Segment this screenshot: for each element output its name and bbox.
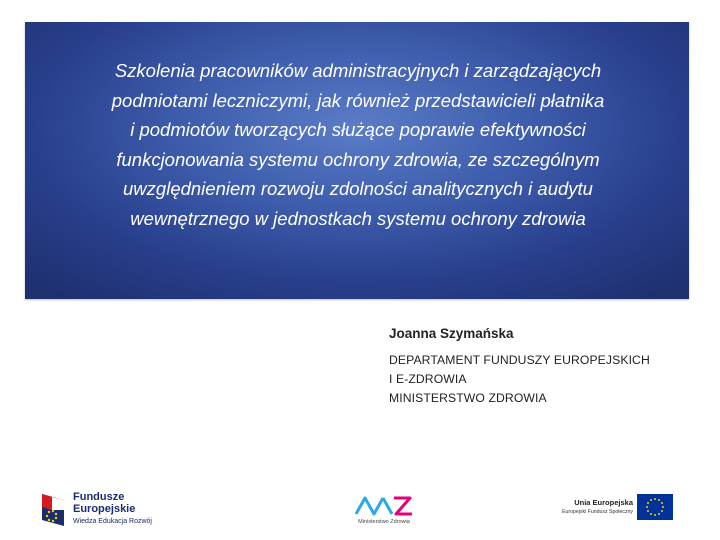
fe-subtitle: Wiedza Edukacja Rozwój — [73, 518, 152, 525]
mz-caption: Ministerstwo Zdrowia — [358, 519, 410, 525]
title-line: podmiotami leczniczymi, jak również przedstawicieli płatnika — [111, 89, 605, 111]
title-line: i podmiotów tworzących służące poprawie efektywności — [130, 119, 586, 140]
title-line: Szkolenia pracowników administracyjnych i zarządzających — [114, 60, 602, 81]
title-line: uwzględnieniem rozwoju zdolności analitycznych i audytu — [123, 178, 593, 199]
ministerstwo-zdrowia-logo — [352, 492, 416, 528]
unia-europejska-logo — [549, 494, 675, 522]
mz-mark-icon — [352, 492, 416, 518]
department-line: I E-ZDROWIA — [389, 372, 467, 386]
title-line: funkcjonowania systemu ochrony zdrowia, ze szczególnym — [116, 148, 600, 170]
fundusze-europejskie-logo — [38, 490, 158, 530]
fe-title-line2: Europejskie — [73, 503, 136, 515]
author-name: Joanna Szymańska — [389, 326, 514, 341]
department-line: DEPARTAMENT FUNDUSZY EUROPEJSKICH — [389, 353, 650, 367]
ue-subtitle: Europejski Fundusz Społeczny — [562, 509, 633, 515]
fe-flag-icon — [38, 490, 68, 530]
ministry-line: MINISTERSTWO ZDROWIA — [389, 391, 547, 405]
ue-title: Unia Europejska — [574, 498, 633, 507]
title-line: wewnętrznego w jednostkach systemu ochrony zdrowia — [130, 207, 586, 229]
eu-flag-icon — [637, 494, 673, 520]
author-block — [389, 326, 709, 408]
slide-title — [40, 56, 676, 233]
fe-title-line1: Fundusze — [73, 491, 125, 503]
